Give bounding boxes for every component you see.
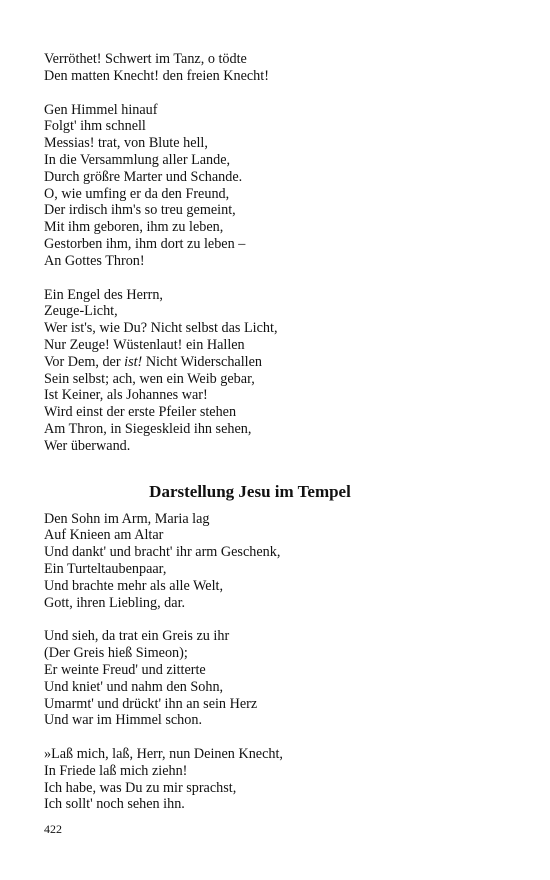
- verse-line: Wer überwand.: [44, 437, 131, 454]
- verse-line: Und dankt' und bracht' ihr arm Geschenk,: [44, 544, 281, 561]
- stanza: [44, 628, 514, 729]
- verse-line: Ich habe, was Du zu mir sprachst,: [44, 779, 237, 796]
- stanza: [44, 102, 514, 270]
- verse-line: Ich sollt' noch sehen ihn.: [44, 796, 185, 813]
- verse-line: In Friede laß mich ziehn!: [44, 762, 188, 779]
- verse-line: Gen Himmel hinauf: [44, 101, 158, 118]
- verse-line: O, wie umfing er da den Freund,: [44, 185, 230, 202]
- emphasized-word: ist!: [124, 353, 143, 370]
- verse-line: Auf Knieen am Altar: [44, 527, 164, 544]
- verse-line: Am Thron, in Siegeskleid ihn sehen,: [44, 420, 252, 437]
- verse-line: Wer ist's, wie Du? Nicht selbst das Licht,: [44, 320, 278, 337]
- verse-line: Den Sohn im Arm, Maria lag: [44, 510, 210, 527]
- verse-line: Der irdisch ihm's so treu gemeint,: [44, 202, 236, 219]
- verse-line: (Der Greis hieß Simeon);: [44, 645, 188, 662]
- verse-text: Nicht Widerschallen: [142, 353, 262, 370]
- page-number: 422: [44, 822, 62, 836]
- verse-line: Zeuge-Licht,: [44, 303, 118, 320]
- verse-line: In die Versammlung aller Lande,: [44, 151, 231, 168]
- verse-line-with-emphasis: [44, 354, 514, 371]
- verse-line: Und sieh, da trat ein Greis zu ihr: [44, 628, 230, 645]
- stanza: [44, 746, 514, 813]
- verse-line: Verröthet! Schwert im Tanz, o tödte: [44, 51, 247, 67]
- verse-line: Folgt' ihm schnell: [44, 118, 146, 135]
- verse-line: Messias! trat, von Blute hell,: [44, 135, 208, 152]
- verse-line: Und brachte mehr als alle Welt,: [44, 577, 224, 594]
- verse-line: Und war im Himmel schon.: [44, 712, 203, 729]
- verse-line: Nur Zeuge! Wüstenlaut! ein Hallen: [44, 336, 245, 353]
- verse-line: Ein Turteltaubenpaar,: [44, 560, 167, 577]
- verse-line: Mit ihm geboren, ihm zu leben,: [44, 219, 224, 236]
- verse-line: Den matten Knecht! den freien Knecht!: [44, 67, 269, 84]
- verse-line: Sein selbst; ach, wen ein Weib gebar,: [44, 370, 255, 387]
- verse-line: Und kniet' und nahm den Sohn,: [44, 678, 224, 695]
- verse-line: »Laß mich, laß, Herr, nun Deinen Knecht,: [44, 746, 283, 763]
- verse-line: Wird einst der erste Pfeiler stehen: [44, 404, 237, 421]
- verse-line: Gott, ihren Liebling, dar.: [44, 594, 186, 611]
- verse-line: Ist Keiner, als Johannes war!: [44, 387, 208, 404]
- verse-line: Er weinte Freud' und zitterte: [44, 661, 206, 678]
- verse-line: Gestorben ihm, ihm dort zu leben –: [44, 235, 246, 252]
- verse-line: An Gottes Thron!: [44, 252, 145, 269]
- page-body: [44, 51, 514, 830]
- verse-line: Umarmt' und drückt' ihn an sein Herz: [44, 695, 258, 712]
- verse-line: Durch größre Marter und Schande.: [44, 168, 243, 185]
- verse-line: Ein Engel des Herrn,: [44, 286, 163, 303]
- stanza: [44, 287, 514, 455]
- stanza: [44, 51, 514, 85]
- verse-text: Vor Dem, der: [44, 353, 125, 370]
- stanza: [44, 511, 514, 612]
- poem-title: Darstellung Jesu im Tempel: [149, 481, 351, 501]
